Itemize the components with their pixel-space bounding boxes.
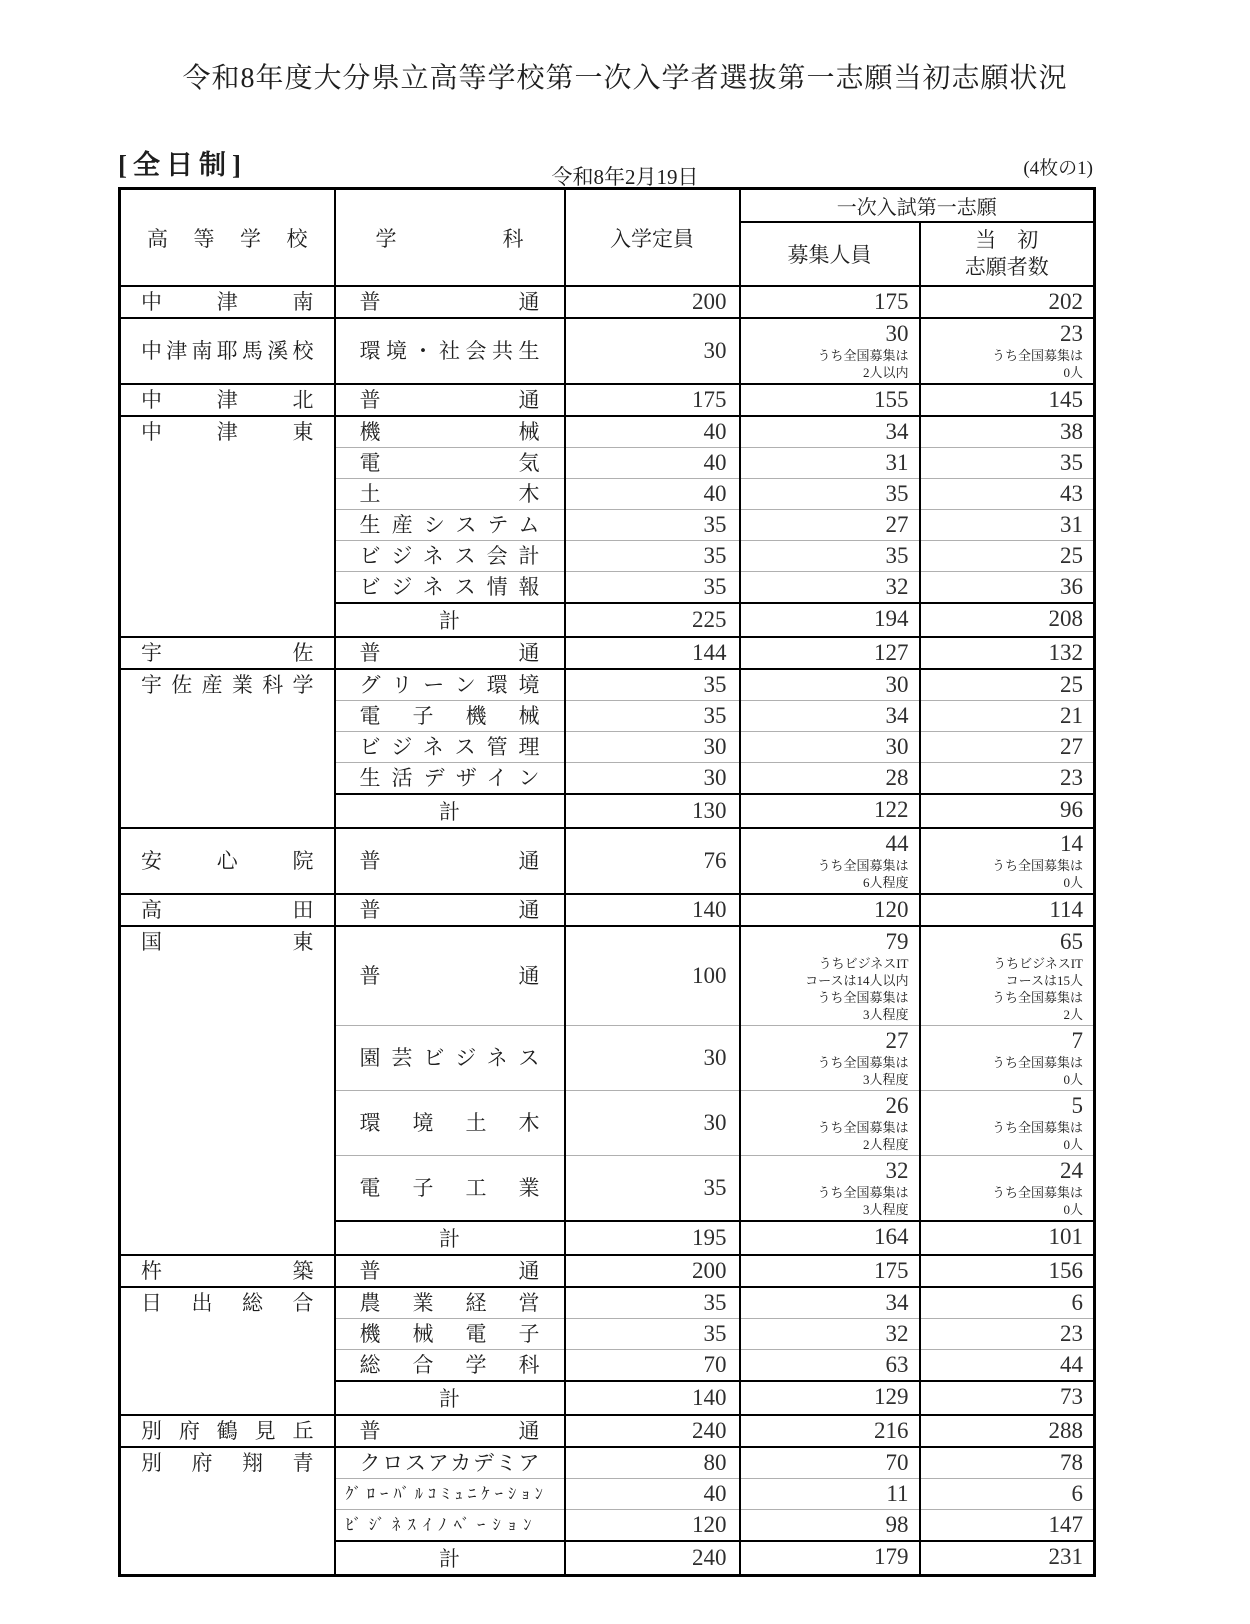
applicants-cell-number: 31 bbox=[1060, 512, 1083, 537]
school-name: 日出総合 bbox=[120, 1287, 335, 1415]
applicants-cell-note: 0人 bbox=[1063, 1137, 1083, 1152]
section-label: [全日制] bbox=[118, 150, 247, 180]
recruit-cell bbox=[740, 384, 920, 416]
applicants-cell bbox=[920, 572, 1095, 604]
applicants-cell bbox=[920, 732, 1095, 763]
applicants-cell bbox=[920, 1091, 1095, 1156]
recruit-cell bbox=[740, 926, 920, 1026]
capacity-cell: 35 bbox=[565, 669, 740, 701]
recruit-cell bbox=[740, 669, 920, 701]
recruit-cell bbox=[740, 1091, 920, 1156]
recruit-cell-number: 63 bbox=[885, 1352, 909, 1377]
applicants-cell bbox=[920, 479, 1095, 510]
recruit-cell-note: うち全国募集は bbox=[817, 858, 909, 873]
applicants-cell bbox=[920, 1479, 1095, 1510]
applicants-cell-note: 0人 bbox=[1063, 1072, 1083, 1087]
applicants-cell bbox=[920, 510, 1095, 541]
capacity-cell: 30 bbox=[565, 763, 740, 795]
department-name: ｸﾞﾛｰﾊﾞﾙｺﾐｭﾆｹｰｼｮﾝ bbox=[335, 1479, 565, 1510]
recruit-cell-note: うちビジネスIT bbox=[818, 956, 909, 971]
department-name: 総合学科 bbox=[335, 1350, 565, 1382]
table-body bbox=[120, 286, 1095, 1576]
recruit-cell-note: 2人程度 bbox=[862, 1137, 909, 1152]
recruit-cell bbox=[740, 510, 920, 541]
recruit-cell-number: 30 bbox=[885, 734, 909, 759]
capacity-cell: 200 bbox=[565, 286, 740, 318]
applicants-cell bbox=[920, 1287, 1095, 1319]
applicants-cell bbox=[920, 926, 1095, 1026]
capacity-cell: 40 bbox=[565, 479, 740, 510]
recruit-cell bbox=[740, 1479, 920, 1510]
recruit-cell-number: 30 bbox=[885, 321, 909, 346]
recruit-cell-number: 120 bbox=[874, 897, 909, 922]
header-recruit: 募集人員 bbox=[740, 222, 920, 286]
total-applicants-cell bbox=[920, 603, 1095, 637]
sheet-number: (4枚の1) bbox=[1023, 158, 1093, 179]
applications-table bbox=[118, 187, 1096, 1577]
recruit-cell-number: 26 bbox=[885, 1093, 909, 1118]
applicants-cell bbox=[920, 286, 1095, 318]
total-label: 計 bbox=[335, 1381, 565, 1415]
total-capacity-cell: 195 bbox=[565, 1221, 740, 1255]
table-row bbox=[120, 926, 1095, 1026]
applicants-cell-number: 25 bbox=[1060, 543, 1083, 568]
capacity-cell: 76 bbox=[565, 828, 740, 894]
recruit-cell bbox=[740, 732, 920, 763]
header-applicants-line1: 当 初 bbox=[975, 228, 1039, 252]
total-recruit-cell bbox=[740, 1541, 920, 1576]
department-name: 電子機械 bbox=[335, 701, 565, 732]
recruit-cell bbox=[740, 828, 920, 894]
school-name: 安心院 bbox=[120, 828, 335, 894]
total-recruit-cell bbox=[740, 603, 920, 637]
recruit-cell-number: 127 bbox=[874, 640, 909, 665]
applicants-cell-number: 78 bbox=[1060, 1450, 1083, 1475]
department-name: クロスアカデミア bbox=[335, 1447, 565, 1479]
table-row bbox=[120, 828, 1095, 894]
capacity-cell: 100 bbox=[565, 926, 740, 1026]
applicants-cell-number: 147 bbox=[1048, 1512, 1083, 1537]
applicants-cell-number: 23 bbox=[1060, 765, 1083, 790]
table-row bbox=[120, 669, 1095, 701]
applicants-cell-number: 35 bbox=[1060, 450, 1083, 475]
capacity-cell: 80 bbox=[565, 1447, 740, 1479]
department-name: 普通 bbox=[335, 926, 565, 1026]
department-name: 機械電子 bbox=[335, 1319, 565, 1350]
table-row bbox=[120, 1287, 1095, 1319]
recruit-cell bbox=[740, 541, 920, 572]
applicants-cell bbox=[920, 1026, 1095, 1091]
recruit-cell bbox=[740, 448, 920, 479]
total-applicants-cell bbox=[920, 1221, 1095, 1255]
applicants-cell-number: 114 bbox=[1049, 897, 1083, 922]
total-recruit-cell-number: 129 bbox=[874, 1384, 909, 1409]
recruit-cell-note: うち全国募集は bbox=[817, 990, 909, 1005]
applicants-cell-note: コースは15人 bbox=[1005, 973, 1083, 988]
capacity-cell: 35 bbox=[565, 541, 740, 572]
school-name: 高田 bbox=[120, 894, 335, 926]
table-row bbox=[120, 286, 1095, 318]
total-label: 計 bbox=[335, 1541, 565, 1576]
applicants-cell-note: 0人 bbox=[1063, 875, 1083, 890]
applicants-cell-number: 21 bbox=[1060, 703, 1083, 728]
recruit-cell bbox=[740, 1287, 920, 1319]
applicants-cell bbox=[920, 384, 1095, 416]
header-applicants-line2: 志願者数 bbox=[964, 255, 1049, 279]
applicants-cell bbox=[920, 541, 1095, 572]
capacity-cell: 35 bbox=[565, 510, 740, 541]
recruit-cell-number: 70 bbox=[885, 1450, 909, 1475]
department-name: 園芸ビジネス bbox=[335, 1026, 565, 1091]
recruit-cell-note: コースは14人以内 bbox=[805, 973, 909, 988]
applicants-cell-number: 132 bbox=[1048, 640, 1083, 665]
applicants-cell-note: 0人 bbox=[1063, 365, 1083, 380]
recruit-cell-note: 2人以内 bbox=[862, 365, 909, 380]
applicants-cell-number: 5 bbox=[1071, 1093, 1083, 1118]
department-name: 機械 bbox=[335, 416, 565, 448]
applicants-cell bbox=[920, 1350, 1095, 1382]
recruit-cell-number: 34 bbox=[885, 419, 909, 444]
table-row bbox=[120, 416, 1095, 448]
applicants-cell bbox=[920, 416, 1095, 448]
total-applicants-cell bbox=[920, 1541, 1095, 1576]
capacity-cell: 35 bbox=[565, 1319, 740, 1350]
total-applicants-cell-number: 73 bbox=[1060, 1384, 1083, 1409]
applicants-cell-note: 2人 bbox=[1063, 1007, 1083, 1022]
applicants-cell-note: うち全国募集は bbox=[991, 990, 1083, 1005]
applicants-cell-number: 23 bbox=[1060, 321, 1083, 346]
recruit-cell bbox=[740, 416, 920, 448]
recruit-cell-number: 35 bbox=[885, 481, 909, 506]
applicants-cell-number: 14 bbox=[1060, 831, 1083, 856]
recruit-cell-number: 175 bbox=[874, 1258, 909, 1283]
school-name: 宇佐産業科学 bbox=[120, 669, 335, 828]
table-row bbox=[120, 318, 1095, 384]
recruit-cell-number: 32 bbox=[885, 574, 909, 599]
header-department: 学科 bbox=[335, 189, 565, 287]
school-name: 中津南 bbox=[120, 286, 335, 318]
recruit-cell bbox=[740, 1026, 920, 1091]
applicants-cell-note: うち全国募集は bbox=[991, 1120, 1083, 1135]
applicants-cell-number: 38 bbox=[1060, 419, 1083, 444]
capacity-cell: 35 bbox=[565, 1156, 740, 1222]
department-name: 農業経営 bbox=[335, 1287, 565, 1319]
applicants-cell-number: 288 bbox=[1048, 1418, 1083, 1443]
capacity-cell: 200 bbox=[565, 1255, 740, 1287]
school-name: 中津南耶馬溪校 bbox=[120, 318, 335, 384]
applicants-cell-number: 156 bbox=[1048, 1258, 1083, 1283]
capacity-cell: 120 bbox=[565, 1510, 740, 1542]
applicants-cell-number: 36 bbox=[1060, 574, 1083, 599]
applicants-cell-note: うち全国募集は bbox=[991, 348, 1083, 363]
department-name: ﾋﾞｼﾞﾈｽｲﾉﾍﾞｰｼｮﾝ bbox=[335, 1510, 565, 1542]
department-name: 電子工業 bbox=[335, 1156, 565, 1222]
table-row bbox=[120, 1415, 1095, 1447]
capacity-cell: 175 bbox=[565, 384, 740, 416]
capacity-cell: 30 bbox=[565, 732, 740, 763]
applicants-cell-number: 27 bbox=[1060, 734, 1083, 759]
recruit-cell-note: 3人程度 bbox=[862, 1007, 909, 1022]
table-row bbox=[120, 894, 1095, 926]
department-name: 環境・社会共生 bbox=[335, 318, 565, 384]
applicants-cell bbox=[920, 669, 1095, 701]
recruit-cell-note: うち全国募集は bbox=[817, 348, 909, 363]
department-name: 電気 bbox=[335, 448, 565, 479]
department-name: 生産システム bbox=[335, 510, 565, 541]
recruit-cell-number: 44 bbox=[885, 831, 909, 856]
recruit-cell-number: 32 bbox=[885, 1158, 909, 1183]
recruit-cell bbox=[740, 1447, 920, 1479]
applicants-cell-note: うち全国募集は bbox=[991, 1055, 1083, 1070]
applicants-cell-number: 65 bbox=[1060, 929, 1083, 954]
recruit-cell bbox=[740, 479, 920, 510]
recruit-cell bbox=[740, 318, 920, 384]
applicants-cell-note: うち全国募集は bbox=[991, 1185, 1083, 1200]
capacity-cell: 30 bbox=[565, 1091, 740, 1156]
department-name: 生活デザイン bbox=[335, 763, 565, 795]
department-name: ビジネス情報 bbox=[335, 572, 565, 604]
recruit-cell-number: 27 bbox=[885, 1028, 909, 1053]
capacity-cell: 240 bbox=[565, 1415, 740, 1447]
total-recruit-cell-number: 194 bbox=[874, 606, 909, 631]
total-label: 計 bbox=[335, 1221, 565, 1255]
school-name: 別府鶴見丘 bbox=[120, 1415, 335, 1447]
total-recruit-cell bbox=[740, 794, 920, 828]
applicants-cell-number: 25 bbox=[1060, 672, 1083, 697]
applicants-cell bbox=[920, 828, 1095, 894]
capacity-cell: 35 bbox=[565, 1287, 740, 1319]
table-row bbox=[120, 384, 1095, 416]
recruit-cell bbox=[740, 763, 920, 795]
total-capacity-cell: 240 bbox=[565, 1541, 740, 1576]
recruit-cell-number: 34 bbox=[885, 1290, 909, 1315]
total-capacity-cell: 225 bbox=[565, 603, 740, 637]
capacity-cell: 70 bbox=[565, 1350, 740, 1382]
applicants-cell-number: 6 bbox=[1071, 1481, 1083, 1506]
capacity-cell: 30 bbox=[565, 318, 740, 384]
applicants-cell bbox=[920, 318, 1095, 384]
recruit-cell bbox=[740, 1415, 920, 1447]
recruit-cell-number: 34 bbox=[885, 703, 909, 728]
table-row bbox=[120, 637, 1095, 669]
page-title: 令和8年度大分県立高等学校第一次入学者選抜第一志願当初志願状況 bbox=[182, 63, 1068, 94]
department-name: 環境土木 bbox=[335, 1091, 565, 1156]
recruit-cell-note: うち全国募集は bbox=[817, 1055, 909, 1070]
recruit-cell bbox=[740, 894, 920, 926]
applicants-cell bbox=[920, 1510, 1095, 1542]
capacity-cell: 35 bbox=[565, 701, 740, 732]
applicants-cell-number: 23 bbox=[1060, 1321, 1083, 1346]
table-row bbox=[120, 1255, 1095, 1287]
school-name: 中津東 bbox=[120, 416, 335, 637]
recruit-cell-number: 98 bbox=[885, 1512, 909, 1537]
applicants-cell bbox=[920, 637, 1095, 669]
capacity-cell: 40 bbox=[565, 1479, 740, 1510]
total-applicants-cell-number: 101 bbox=[1048, 1224, 1083, 1249]
recruit-cell bbox=[740, 286, 920, 318]
total-capacity-cell: 130 bbox=[565, 794, 740, 828]
recruit-cell-note: 3人程度 bbox=[862, 1072, 909, 1087]
total-applicants-cell-number: 96 bbox=[1060, 797, 1083, 822]
department-name: グリーン環境 bbox=[335, 669, 565, 701]
total-applicants-cell bbox=[920, 1381, 1095, 1415]
recruit-cell bbox=[740, 572, 920, 604]
total-label: 計 bbox=[335, 603, 565, 637]
total-recruit-cell-number: 179 bbox=[874, 1544, 909, 1569]
capacity-cell: 30 bbox=[565, 1026, 740, 1091]
total-label: 計 bbox=[335, 794, 565, 828]
applicants-cell bbox=[920, 1255, 1095, 1287]
applicants-cell-number: 202 bbox=[1048, 289, 1083, 314]
applicants-cell-number: 7 bbox=[1071, 1028, 1083, 1053]
recruit-cell bbox=[740, 637, 920, 669]
applicants-cell-number: 6 bbox=[1071, 1290, 1083, 1315]
total-applicants-cell-number: 231 bbox=[1048, 1544, 1083, 1569]
recruit-cell bbox=[740, 1255, 920, 1287]
recruit-cell-note: うち全国募集は bbox=[817, 1185, 909, 1200]
school-name: 別府翔青 bbox=[120, 1447, 335, 1576]
total-recruit-cell-number: 164 bbox=[874, 1224, 909, 1249]
recruit-cell bbox=[740, 1510, 920, 1542]
header-school: 高等学校 bbox=[120, 189, 335, 287]
applicants-cell-note: 0人 bbox=[1063, 1202, 1083, 1217]
applicants-cell-note: うちビジネスIT bbox=[993, 956, 1083, 971]
school-name: 杵築 bbox=[120, 1255, 335, 1287]
capacity-cell: 35 bbox=[565, 572, 740, 604]
applicants-cell bbox=[920, 1415, 1095, 1447]
recruit-cell-number: 28 bbox=[885, 765, 909, 790]
applicants-cell-number: 44 bbox=[1060, 1352, 1083, 1377]
applicants-cell-number: 43 bbox=[1060, 481, 1083, 506]
recruit-cell-number: 31 bbox=[885, 450, 909, 475]
recruit-cell-note: 6人程度 bbox=[862, 875, 909, 890]
recruit-cell-number: 11 bbox=[886, 1481, 909, 1506]
recruit-cell-number: 216 bbox=[874, 1418, 909, 1443]
department-name: 普通 bbox=[335, 894, 565, 926]
total-recruit-cell bbox=[740, 1221, 920, 1255]
department-name: 普通 bbox=[335, 1255, 565, 1287]
school-name: 中津北 bbox=[120, 384, 335, 416]
capacity-cell: 40 bbox=[565, 448, 740, 479]
applicants-cell bbox=[920, 448, 1095, 479]
applicants-cell bbox=[920, 1156, 1095, 1222]
school-name: 宇佐 bbox=[120, 637, 335, 669]
recruit-cell-number: 35 bbox=[885, 543, 909, 568]
department-name: 普通 bbox=[335, 384, 565, 416]
department-name: 普通 bbox=[335, 286, 565, 318]
total-applicants-cell-number: 208 bbox=[1048, 606, 1083, 631]
recruit-cell-number: 155 bbox=[874, 387, 909, 412]
capacity-cell: 144 bbox=[565, 637, 740, 669]
document-date: 令和8年2月19日 bbox=[551, 165, 699, 189]
applicants-cell bbox=[920, 1447, 1095, 1479]
total-recruit-cell bbox=[740, 1381, 920, 1415]
applicants-cell-number: 145 bbox=[1048, 387, 1083, 412]
department-name: 普通 bbox=[335, 637, 565, 669]
recruit-cell-number: 79 bbox=[885, 929, 909, 954]
applicants-cell bbox=[920, 1319, 1095, 1350]
capacity-cell: 40 bbox=[565, 416, 740, 448]
department-name: 土木 bbox=[335, 479, 565, 510]
recruit-cell-note: 3人程度 bbox=[862, 1202, 909, 1217]
header-capacity: 入学定員 bbox=[565, 189, 740, 287]
table-row bbox=[120, 1447, 1095, 1479]
recruit-cell bbox=[740, 1319, 920, 1350]
header-applicants bbox=[920, 222, 1095, 286]
applicants-cell bbox=[920, 894, 1095, 926]
applicants-cell-note: うち全国募集は bbox=[991, 858, 1083, 873]
recruit-cell-number: 30 bbox=[885, 672, 909, 697]
applicants-cell-number: 24 bbox=[1060, 1158, 1083, 1183]
department-name: ビジネス管理 bbox=[335, 732, 565, 763]
school-name: 国東 bbox=[120, 926, 335, 1255]
total-applicants-cell bbox=[920, 794, 1095, 828]
total-capacity-cell: 140 bbox=[565, 1381, 740, 1415]
header-row-1 bbox=[120, 189, 1095, 223]
total-recruit-cell-number: 122 bbox=[874, 797, 909, 822]
header-first-choice-group: 一次入試第一志願 bbox=[740, 189, 1095, 223]
department-name: 普通 bbox=[335, 828, 565, 894]
recruit-cell-number: 27 bbox=[885, 512, 909, 537]
table-header bbox=[120, 189, 1095, 287]
applicants-cell bbox=[920, 701, 1095, 732]
recruit-cell-number: 175 bbox=[874, 289, 909, 314]
recruit-cell-number: 32 bbox=[885, 1321, 909, 1346]
capacity-cell: 140 bbox=[565, 894, 740, 926]
recruit-cell bbox=[740, 701, 920, 732]
recruit-cell bbox=[740, 1350, 920, 1382]
department-name: ビジネス会計 bbox=[335, 541, 565, 572]
applicants-cell bbox=[920, 763, 1095, 795]
department-name: 普通 bbox=[335, 1415, 565, 1447]
recruit-cell bbox=[740, 1156, 920, 1222]
recruit-cell-note: うち全国募集は bbox=[817, 1120, 909, 1135]
